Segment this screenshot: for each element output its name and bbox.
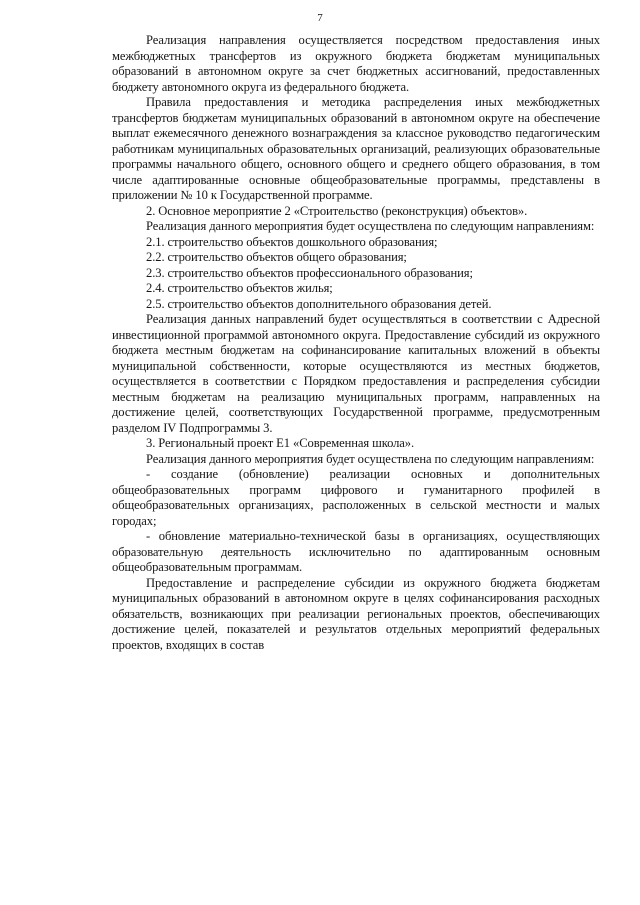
document-body — [112, 33, 600, 653]
paragraph-rules: Правила предоставления и методика распределения иных межбюджетных трансфертов бюджетам муниципальных образований в автономном округе на обеспечение выплат ежемесячного денежного вознаграждения за классное руководство педагогическим работникам муниципальных образовательных организаций, реализующих образовательные программы начального общего, основного общего и среднего общего образования, в том числе адаптированные основные общеобразовательные программы, представлены в приложении № 10 к Государственной программе. — [112, 95, 600, 202]
list-item-2-3: 2.3. строительство объектов профессионального образования; — [146, 265, 473, 280]
heading-regional-project-e1: 3. Региональный проект Е1 «Современная школа». — [146, 436, 415, 450]
paragraph-investment-program: Реализация данных направлений будет осуществляться в соответствии с Адресной инвестиционной программой автономного округа. Предоставление субсидий из окружного бюджета местным бюджетам на софинансирование капитальных вложений в объекты муниципальной собственности, которые осуществляются из местных бюджетов, осуществляется в соответствии с Порядком предоставления и распределения субсидии местным бюджетам на реализацию муниципальных программ, направленных на достижение целей, соответствующих Государственной программе, предусмотренным разделом IV Подпрограммы 3. — [112, 312, 600, 435]
list-item-2-5: 2.5. строительство объектов дополнительного образования детей. — [146, 296, 492, 311]
bullet-update: - обновление материально-технической базы в организациях, осуществляющих образовательную деятельность исключительно по адаптированным основным общеобразовательным программам. — [112, 529, 600, 574]
heading-main-event-2: 2. Основное мероприятие 2 «Строительство (реконструкция) объектов». — [146, 203, 528, 218]
paragraph-subsidy-distribution: Предоставление и распределение субсидии из окружного бюджета бюджетам муниципальных образований в автономном округе в целях софинансирования расходных обязательств, возникающих при реализации региональных проектов, обеспечивающих достижение целей, показателей и результатов отдельных мероприятий федеральных проектов, входящих в состав — [112, 575, 600, 652]
paragraph-directions-intro-2: Реализация данного мероприятия будет осуществлена по следующим направлениям: — [146, 451, 595, 466]
list-item-2-2: 2.2. строительство объектов общего образования; — [146, 250, 407, 264]
bullet-creation: - создание (обновление) реализации основных и дополнительных общеобразовательных программ цифрового и гуманитарного профилей в общеобразовательных организациях, расположенных в сельской местности и малых городах; — [112, 467, 600, 528]
list-item-2-4: 2.4. строительство объектов жилья; — [146, 281, 333, 295]
paragraph-transfers: Реализация направления осуществляется посредством предоставления иных межбюджетных трансфертов из окружного бюджета бюджетам муниципальных образований в автономном округе за счет бюджетных ассигнований, предоставленных бюджету автономного округа из федерального бюджета. — [112, 33, 600, 94]
page-number: 7 — [317, 12, 323, 24]
paragraph-directions-intro: Реализация данного мероприятия будет осуществлена по следующим направлениям: — [146, 219, 595, 233]
list-item-2-1: 2.1. строительство объектов дошкольного образования; — [146, 234, 438, 249]
